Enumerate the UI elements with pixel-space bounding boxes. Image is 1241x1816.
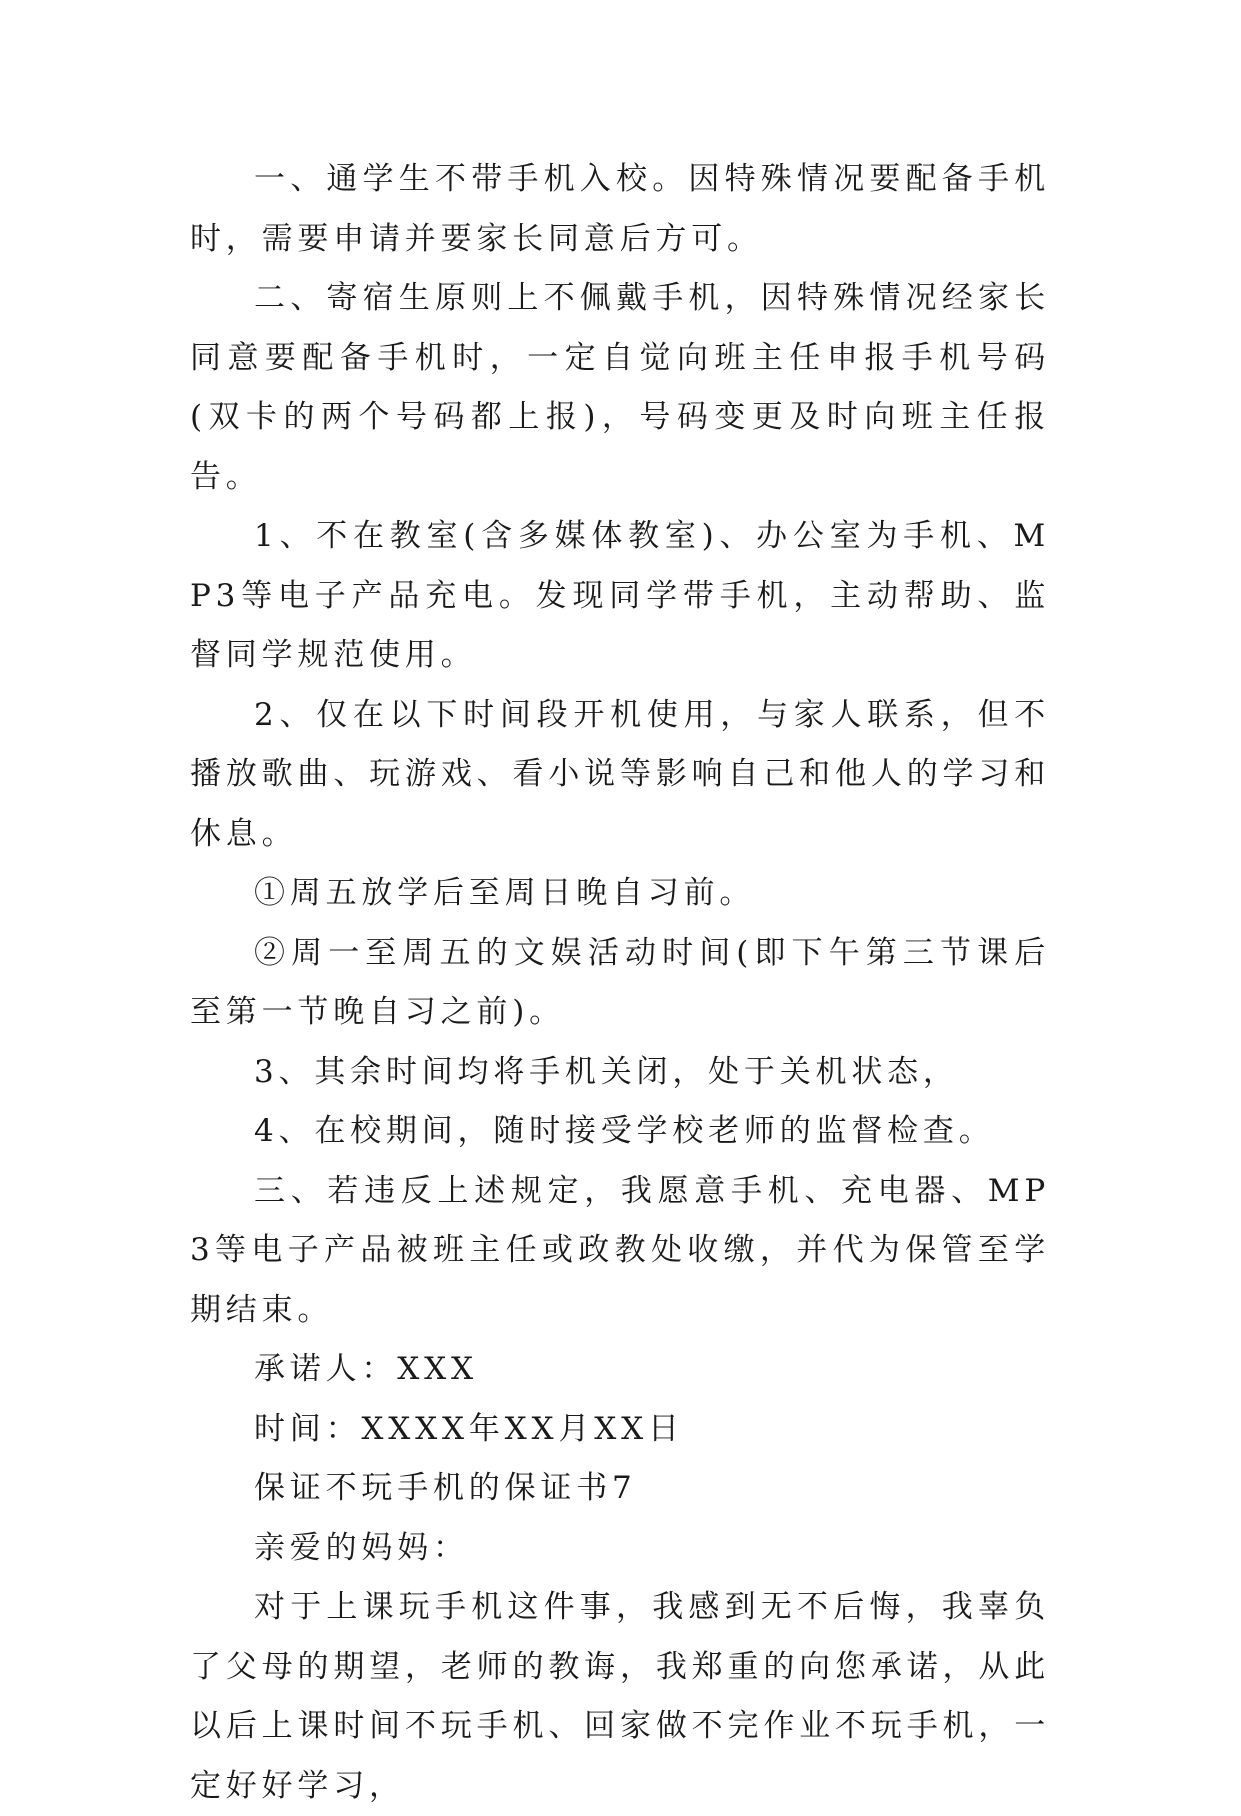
signer-line: 承诺人：XXX bbox=[254, 1351, 478, 1387]
paragraph-item-3: 3、其余时间均将手机关闭，处于关机状态， bbox=[254, 1053, 959, 1090]
paragraph-subitem-2: ②周一至周五的文娱活动时间(即下午第三节课后至第一节晚自习之前)。 bbox=[190, 934, 1050, 1030]
paragraph-rule-1: 一、通学生不带手机入校。因特殊情况要配备手机时，需要申请并要家长同意后方可。 bbox=[190, 161, 1050, 257]
document-page bbox=[190, 150, 1050, 1816]
paragraph-item-4: 4、在校期间，随时接受学校老师的监督检查。 bbox=[254, 1113, 995, 1149]
paragraph-rule-3: 三、若违反上述规定，我愿意手机、充电器、MP3等电子产品被班主任或政教处收缴，并代为保管至学期结束。 bbox=[190, 1172, 1050, 1328]
paragraph-rule-2: 二、寄宿生原则上不佩戴手机，因特殊情况经家长同意要配备手机时，一定自觉向班主任申报手机号码(双卡的两个号码都上报)，号码变更及时向班主任报告。 bbox=[190, 280, 1050, 495]
paragraph-letter-body: 对于上课玩手机这件事，我感到无不后悔，我辜负了父母的期望，老师的教诲，我郑重的向您承诺，从此以后上课时间不玩手机、回家做不完作业不玩手机，一定好好学习， bbox=[190, 1589, 1050, 1804]
paragraph-subitem-1: ①周五放学后至周日晚自习前。 bbox=[254, 875, 756, 911]
paragraph-item-2: 2、仅在以下时间段开机使用，与家人联系，但不播放歌曲、玩游戏、看小说等影响自己和他人的学习和休息。 bbox=[190, 696, 1050, 852]
date-line: 时间：XXXX年XX月XX日 bbox=[254, 1410, 684, 1447]
salutation: 亲爱的妈妈： bbox=[254, 1529, 469, 1566]
section-title: 保证不玩手机的保证书7 bbox=[254, 1470, 637, 1506]
paragraph-item-1: 1、不在教室(含多媒体教室)、办公室为手机、MP3等电子产品充电。发现同学带手机，主动帮助、监督同学规范使用。 bbox=[190, 518, 1050, 673]
